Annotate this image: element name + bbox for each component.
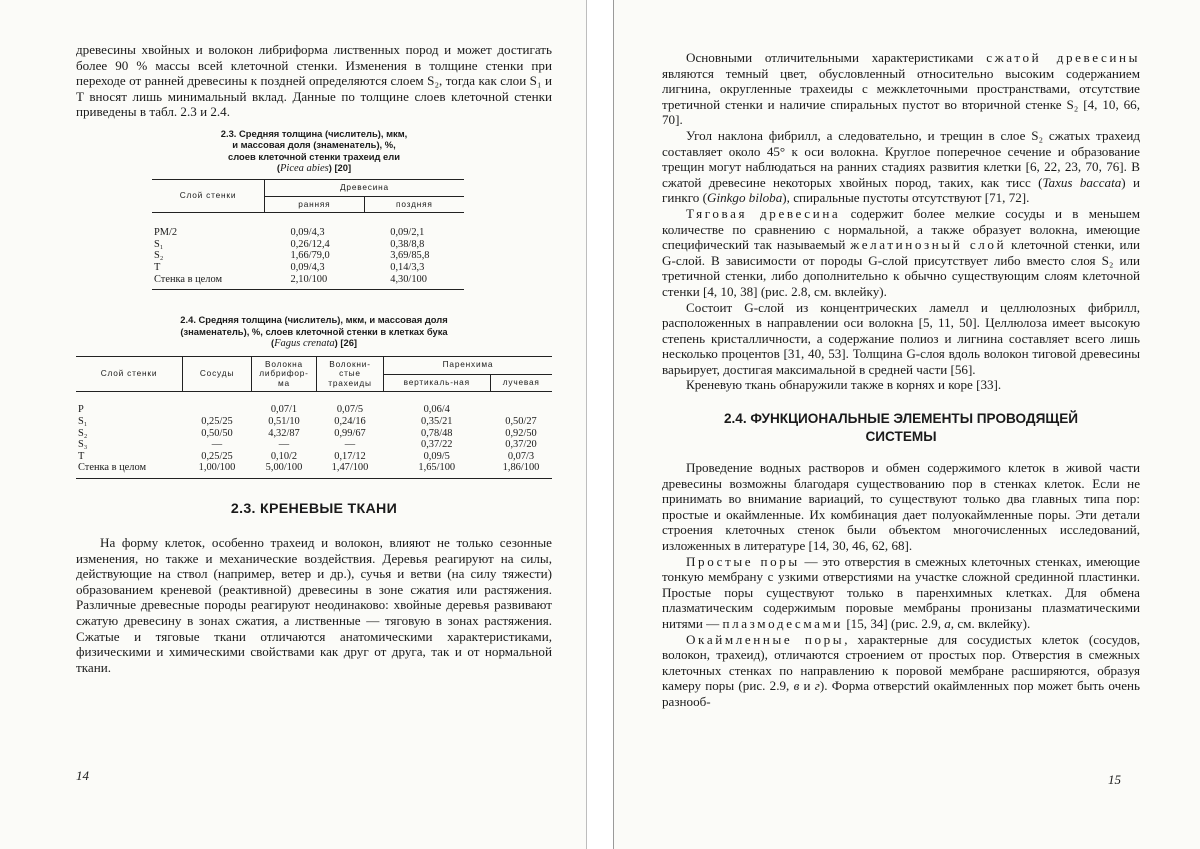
text: Основными отличительными характеристиками	[686, 50, 987, 65]
paragraph-simple-pores	[662, 554, 1140, 632]
table-row	[152, 274, 464, 290]
page-number: 14	[76, 768, 89, 783]
paragraph-fibril-angle	[662, 128, 1140, 206]
header-ray: лучевая	[490, 374, 552, 392]
text: ) и гинкго (	[662, 174, 1140, 206]
section-heading-2-4	[662, 410, 1140, 446]
paragraph-g-layer: Состоит G-слой из концентрических ламелл и целлюлозных фибрилл, расположенных в направлении оси волокна [5, 11, 50]. Целлюлоза имеет высокую степень кристалличности, а содержание полиоз и лигнина составляет всего лишь несколько процентов [31, 40, 53]. Толщина G-слоя вдоль волокон тиговой древесины варьирует, достигая максимальной в средней части [56].	[662, 299, 1140, 377]
layer-cell: S₂	[78, 427, 88, 439]
text: [15, 34] (рис. 2.9,	[843, 616, 945, 631]
layer-cell: S₃	[78, 439, 88, 451]
heading-line: СИСТЕМЫ	[865, 429, 937, 445]
paragraph-bordered-pores	[662, 632, 1140, 710]
fiber-tracheid-cell: 1,47/100	[331, 462, 369, 474]
text: ). Форма отверстий окаймленных пор может быть очень разнооб-	[662, 678, 1140, 709]
caption-line: слоев клеточной стенки трахеид ели	[228, 150, 400, 162]
table-2-3-body	[152, 213, 464, 290]
text: — это отверстия в смежных клеточных стенках, имеющие тонкую мембрану с узкими отверстиями на участке сложной срединной пластинки. Простые поры существуют только в паренхимных клетках. Для обмена плазматическим содержимым поровые мембраны пронизаны плазматическими нитями —	[662, 553, 1140, 631]
caption-line: (знаменатель), %, слоев клеточной стенки в клетках бука	[180, 325, 448, 337]
header-parenchyma: Паренхима	[384, 356, 553, 374]
vertical-parenchyma-cell: 1,65/100	[418, 462, 456, 474]
text: , характерные для сосудистых клеток (сосудов, волокон, трахеид), отличаются строением от простых пор. Отверстия в смежных клеточных стенках по направлению к поровой мембране расширяются, образуя камеру поры (рис. 2.9,	[662, 631, 1140, 694]
header-late: поздняя	[364, 196, 464, 213]
libriform-cell: 0,51/10	[268, 416, 300, 427]
table-row	[76, 416, 552, 428]
layer-cell: S₁	[154, 238, 164, 250]
early-cell: 0,09/4,3	[290, 227, 325, 239]
late-cell: 0,09/2,1	[390, 227, 425, 239]
ray-parenchyma-cell: 0,92/50	[505, 427, 537, 439]
early-cell: 0,09/4,3	[290, 261, 325, 273]
header-libriform: Волокна либрифор-ма	[252, 356, 317, 392]
paragraph-compression-wood	[662, 50, 1140, 128]
fiber-tracheid-cell: 0,07/5	[336, 404, 364, 416]
term-spaced: Окаймленные поры	[686, 631, 845, 647]
table-row	[76, 451, 552, 463]
book-gutter	[586, 0, 614, 849]
section-paragraph: На форму клеток, особенно трахеид и волокон, влияют не только сезонные изменения, но также и механические воздействия. Деревья реагируют на силы, действующие на ствол (например, ветер и др.), сучья и ветви (на силу тяжести) образованием креневой (реактивной) древесины в зоне сжатия или растяжения. Различные древесные породы реагируют неодинаково: хвойные деревья развивают сжатую древесину в зонах сжатия, а лиственные — тяговую в зонах растяжения. Сжатые и тяговые ткани отличаются анатомическими характеристиками, физическими и химическими свойствами как друг от друга, так и от нормальной ткани.	[76, 534, 552, 675]
late-cell: 4,30/100	[390, 273, 427, 285]
caption-latin: Fagus crenata	[274, 338, 335, 350]
heading-line: 2.4. ФУНКЦИОНАЛЬНЫЕ ЭЛЕМЕНТЫ ПРОВОДЯЩЕЙ	[723, 411, 1079, 427]
page-number: 15	[1108, 772, 1121, 787]
text: клеточной стенки, или G-слой. В зависимости от породы G-слой присутствует либо вместо слоя S₂ или третичной стенки, либо дополнительно к обычно существующим слоям клеточной стенки [4, 10, 38] (рис. 2.8, см. вклейку).	[662, 237, 1140, 299]
header-fiber-tracheids: Волокни-стые трахеиды	[317, 356, 384, 392]
caption-ref: [20]	[334, 162, 352, 174]
header-vessels: Сосуды	[183, 356, 252, 392]
figure-letter: а	[944, 616, 951, 631]
right-column	[662, 50, 1140, 710]
section-heading-2-3: 2.3. КРЕНЕВЫЕ ТКАНИ	[230, 500, 398, 517]
paragraph-tension-wood	[662, 206, 1140, 300]
layer-cell: T	[154, 261, 161, 273]
ray-parenchyma-cell: 0,07/3	[507, 450, 535, 462]
layer-cell: S₁	[78, 416, 88, 427]
intro-paragraph: древесины хвойных и волокон либриформа лиственных пород и может достигать более 90 % массы всей клеточной стенки. Изменения в толщине стенки при переходе от ранней древесины к поздней определяются слоем S₂, тогда как слои S₁ и T вносят лишь минимальный вклад. Данные по толщине слоев клеточной стенки приведены в табл. 2.3 и 2.4.	[76, 42, 552, 120]
vessels-cell	[183, 392, 252, 416]
text: содержит более мелкие сосуды и в меньшем количестве по сравнению с нормальной, а также образует волокна, имеющие специфический так называемый	[662, 205, 1140, 253]
layer-cell: Стенка в целом	[154, 273, 223, 285]
table-row	[76, 439, 552, 451]
paragraph-roots: Креневую ткань обнаружили также в корнях и коре [33].	[686, 377, 1002, 393]
early-cell: 2,10/100	[290, 273, 328, 285]
early-cell: 0,26/12,4	[290, 238, 330, 250]
early-cell: 1,66/79,0	[290, 250, 330, 262]
fiber-tracheid-cell: —	[344, 439, 356, 451]
table-row	[76, 462, 552, 478]
text: , см. вклейку).	[950, 616, 1031, 631]
vertical-parenchyma-cell: 0,35/21	[421, 416, 453, 427]
vertical-parenchyma-cell: 0,09/5	[423, 450, 450, 462]
vessels-cell: —	[211, 439, 223, 451]
libriform-cell: 0,07/1	[270, 404, 298, 416]
caption-latin: Picea abies	[280, 163, 329, 175]
text: и	[799, 678, 815, 694]
layer-cell: T	[78, 450, 85, 462]
latin-term: Taxus baccata	[1042, 174, 1122, 190]
vessels-cell: 0,50/50	[201, 427, 233, 439]
table-row	[152, 213, 464, 239]
table-2-4-caption: 2.4. Средняя толщина (числитель), мкм, и массовая доля (знаменатель), %, слоев клеточной стенки в клетках бука (Fagus crenata) [26]	[180, 314, 448, 350]
libriform-cell: 4,32/87	[268, 427, 300, 439]
latin-term: Ginkgo biloba	[706, 190, 783, 206]
vessels-cell: 0,25/25	[201, 416, 233, 427]
header-layer: Слой стенки	[76, 356, 183, 392]
layer-cell: Стенка в целом	[78, 462, 147, 474]
figure-letter: г	[814, 678, 820, 694]
table-2-3-caption: 2.3. Средняя толщина (числитель), мкм, и массовая доля (знаменатель), %, слоев клеточной стенки трахеид ели (Picea abies) [20]	[220, 127, 408, 175]
table-2-4-body	[76, 392, 552, 479]
term-spaced: желатинозный слой	[850, 237, 1007, 253]
late-cell: 0,14/3,3	[390, 261, 425, 273]
layer-cell: P	[78, 404, 84, 416]
libriform-cell: 0,10/2	[270, 450, 298, 462]
right-page	[614, 0, 1200, 849]
late-cell: 3,69/85,8	[390, 250, 430, 262]
term-spaced: Простые поры	[686, 553, 800, 569]
caption-line: 2.3. Средняя толщина (числитель), мкм,	[220, 127, 408, 139]
paragraph-pores-intro: Проведение водных растворов и обмен содержимого клеток в живой части древесины возможны благодаря существованию пор в стенках клеток. Если не принимать во внимание вариаций, то существуют только два главных типа пор: простые и окаймленные. Их комбинация дает полуокаймленные поры. Эти детали строения клеточных стенок были объектом многочисленных исследований, изложенных в литературе [14, 30, 46, 62, 68].	[662, 460, 1140, 554]
vessels-cell: 0,25/25	[201, 450, 233, 462]
term-spaced: Тяговая древесина	[686, 205, 841, 221]
header-early: ранняя	[265, 196, 365, 213]
table-row	[152, 262, 464, 274]
fiber-tracheid-cell: 0,17/12	[334, 450, 366, 462]
caption-line: 2.4. Средняя толщина (числитель), мкм, и массовая доля	[180, 314, 448, 326]
caption-ref: [26]	[340, 337, 358, 349]
late-cell: 0,38/8,8	[390, 238, 425, 250]
libriform-cell: —	[278, 439, 290, 451]
vertical-parenchyma-cell: 0,06/4	[423, 404, 450, 416]
left-column	[76, 42, 552, 675]
ray-parenchyma-cell: 0,50/27	[505, 416, 537, 427]
layer-cell: S₂	[154, 250, 164, 262]
figure-letter: в	[793, 678, 800, 694]
text: ), спиральные пустоты отсутствуют [71, 72].	[782, 190, 1030, 206]
vertical-parenchyma-cell: 0,78/48	[421, 427, 453, 439]
table-2-4-grid	[76, 356, 552, 479]
table-2-3-grid	[152, 179, 464, 290]
table-row	[152, 239, 464, 251]
term-spaced: сжатой древесины	[986, 50, 1140, 65]
vertical-parenchyma-cell: 0,37/22	[421, 439, 453, 451]
vessels-cell: 1,00/100	[198, 462, 236, 474]
header-wood: Древесина	[265, 179, 465, 196]
ray-parenchyma-cell	[490, 392, 552, 416]
term-spaced: плазмодесмами	[722, 616, 844, 631]
text: Угол наклона фибрилл, а следовательно, и трещин в слое S₂ сжатых трахеид составляет около 45° к оси волокна. Круглое поперечное сечение и образование трещин могут наблюдаться на ранних стадиях развития клетки [6, 22, 23, 70, 76]. В сжатой древесине некоторых хвойных пород, таких, как тисс (	[662, 127, 1140, 190]
ray-parenchyma-cell: 0,37/20	[505, 439, 537, 451]
left-page	[0, 0, 586, 849]
table-row	[76, 392, 552, 416]
table-row	[152, 250, 464, 262]
caption-line: и массовая доля (знаменатель), %,	[232, 139, 396, 151]
layer-cell: PM/2	[154, 227, 178, 239]
header-layer: Слой стенки	[152, 179, 265, 212]
libriform-cell: 5,00/100	[265, 462, 303, 474]
ray-parenchyma-cell: 1,86/100	[502, 462, 540, 474]
fiber-tracheid-cell: 0,24/16	[334, 416, 366, 427]
table-2-4	[76, 314, 552, 479]
text: являются темный цвет, обусловленный относительно высоким содержанием лигнина, округленные трахеиды с межклеточными пространствами, отсутствие третичной стенки и наличие спиральных пустот во вторичной стенке S₂ [4, 10, 66, 70].	[662, 65, 1140, 128]
table-2-3	[76, 128, 552, 290]
fiber-tracheid-cell: 0,99/67	[334, 427, 366, 439]
table-row	[76, 428, 552, 440]
header-vertical: вертикаль-ная	[384, 374, 491, 392]
